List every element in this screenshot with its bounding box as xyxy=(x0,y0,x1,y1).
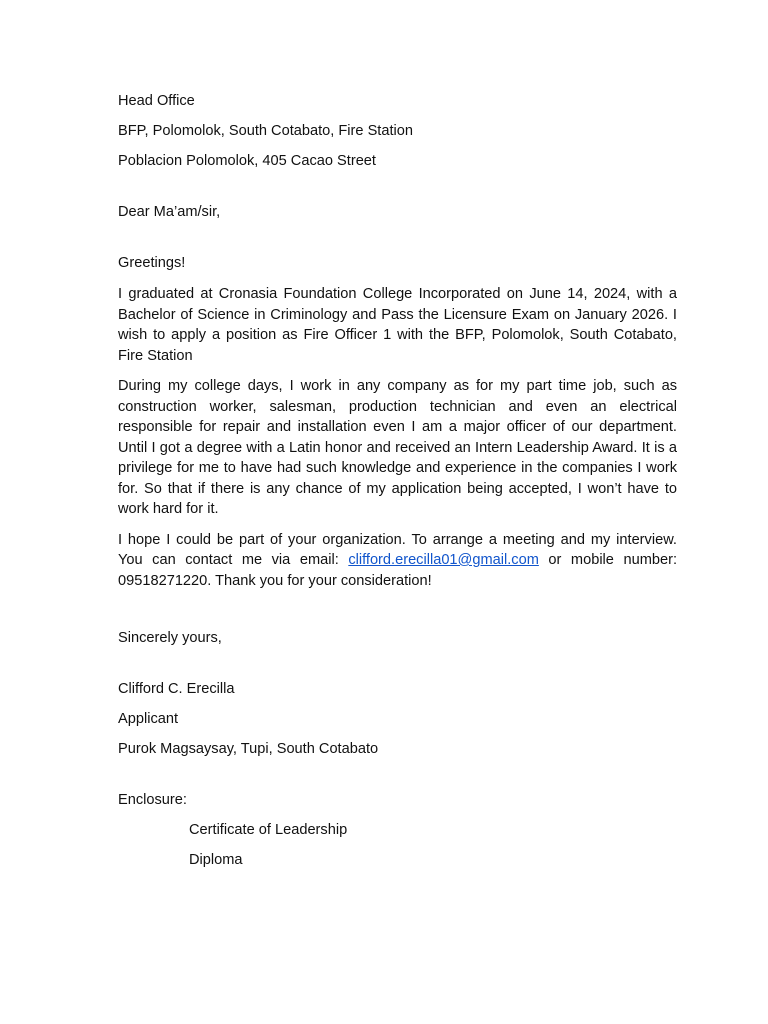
contact-text-before: I hope I could be part of your organization. To arrange a meeting and my interview. You can contact me via email: xyxy=(118,531,677,568)
recipient-office: Head Office xyxy=(118,93,195,109)
enclosure-label: Enclosure: xyxy=(118,792,187,808)
greeting: Greetings! xyxy=(118,255,186,271)
email-link[interactable]: clifford.erecilla01@gmail.com xyxy=(348,552,539,568)
paragraph-experience: During my college days, I work in any company as for my part time job, such as construction worker, salesman, production technician and even an electrical responsible for repair and installation even I am a major officer of our department. Until I got a degree with a Latin honor and received an Intern Leadership Award. It is a privilege for me to have had such knowledge and experience in the companies I work for. So that if there is any chance of my application being accepted, I won’t have to work hard for it. xyxy=(118,378,677,517)
enclosure-item: Diploma xyxy=(189,852,243,868)
enclosure-item: Certificate of Leadership xyxy=(189,822,348,838)
paragraph-contact xyxy=(118,530,677,592)
recipient-street: Poblacion Polomolok, 405 Cacao Street xyxy=(118,153,376,169)
recipient-station: BFP, Polomolok, South Cotabato, Fire Station xyxy=(118,123,414,139)
closing: Sincerely yours, xyxy=(118,630,222,646)
signature-name: Clifford C. Erecilla xyxy=(118,681,235,697)
paragraph-education: I graduated at Cronasia Foundation College Incorporated on June 14, 2024, with a Bachelor of Science in Criminology and Pass the Licensure Exam on January 2026. I wish to apply a position as Fire Officer 1 with the BFP, Polomolok, South Cotabato, Fire Station xyxy=(118,286,677,364)
letter-body xyxy=(118,92,677,881)
salutation: Dear Ma’am/sir, xyxy=(118,204,221,220)
contact-text-after: or mobile number: 09518271220. Thank you for your consideration! xyxy=(118,552,677,589)
signature-address: Purok Magsaysay, Tupi, South Cotabato xyxy=(118,741,379,757)
signature-title: Applicant xyxy=(118,711,179,727)
